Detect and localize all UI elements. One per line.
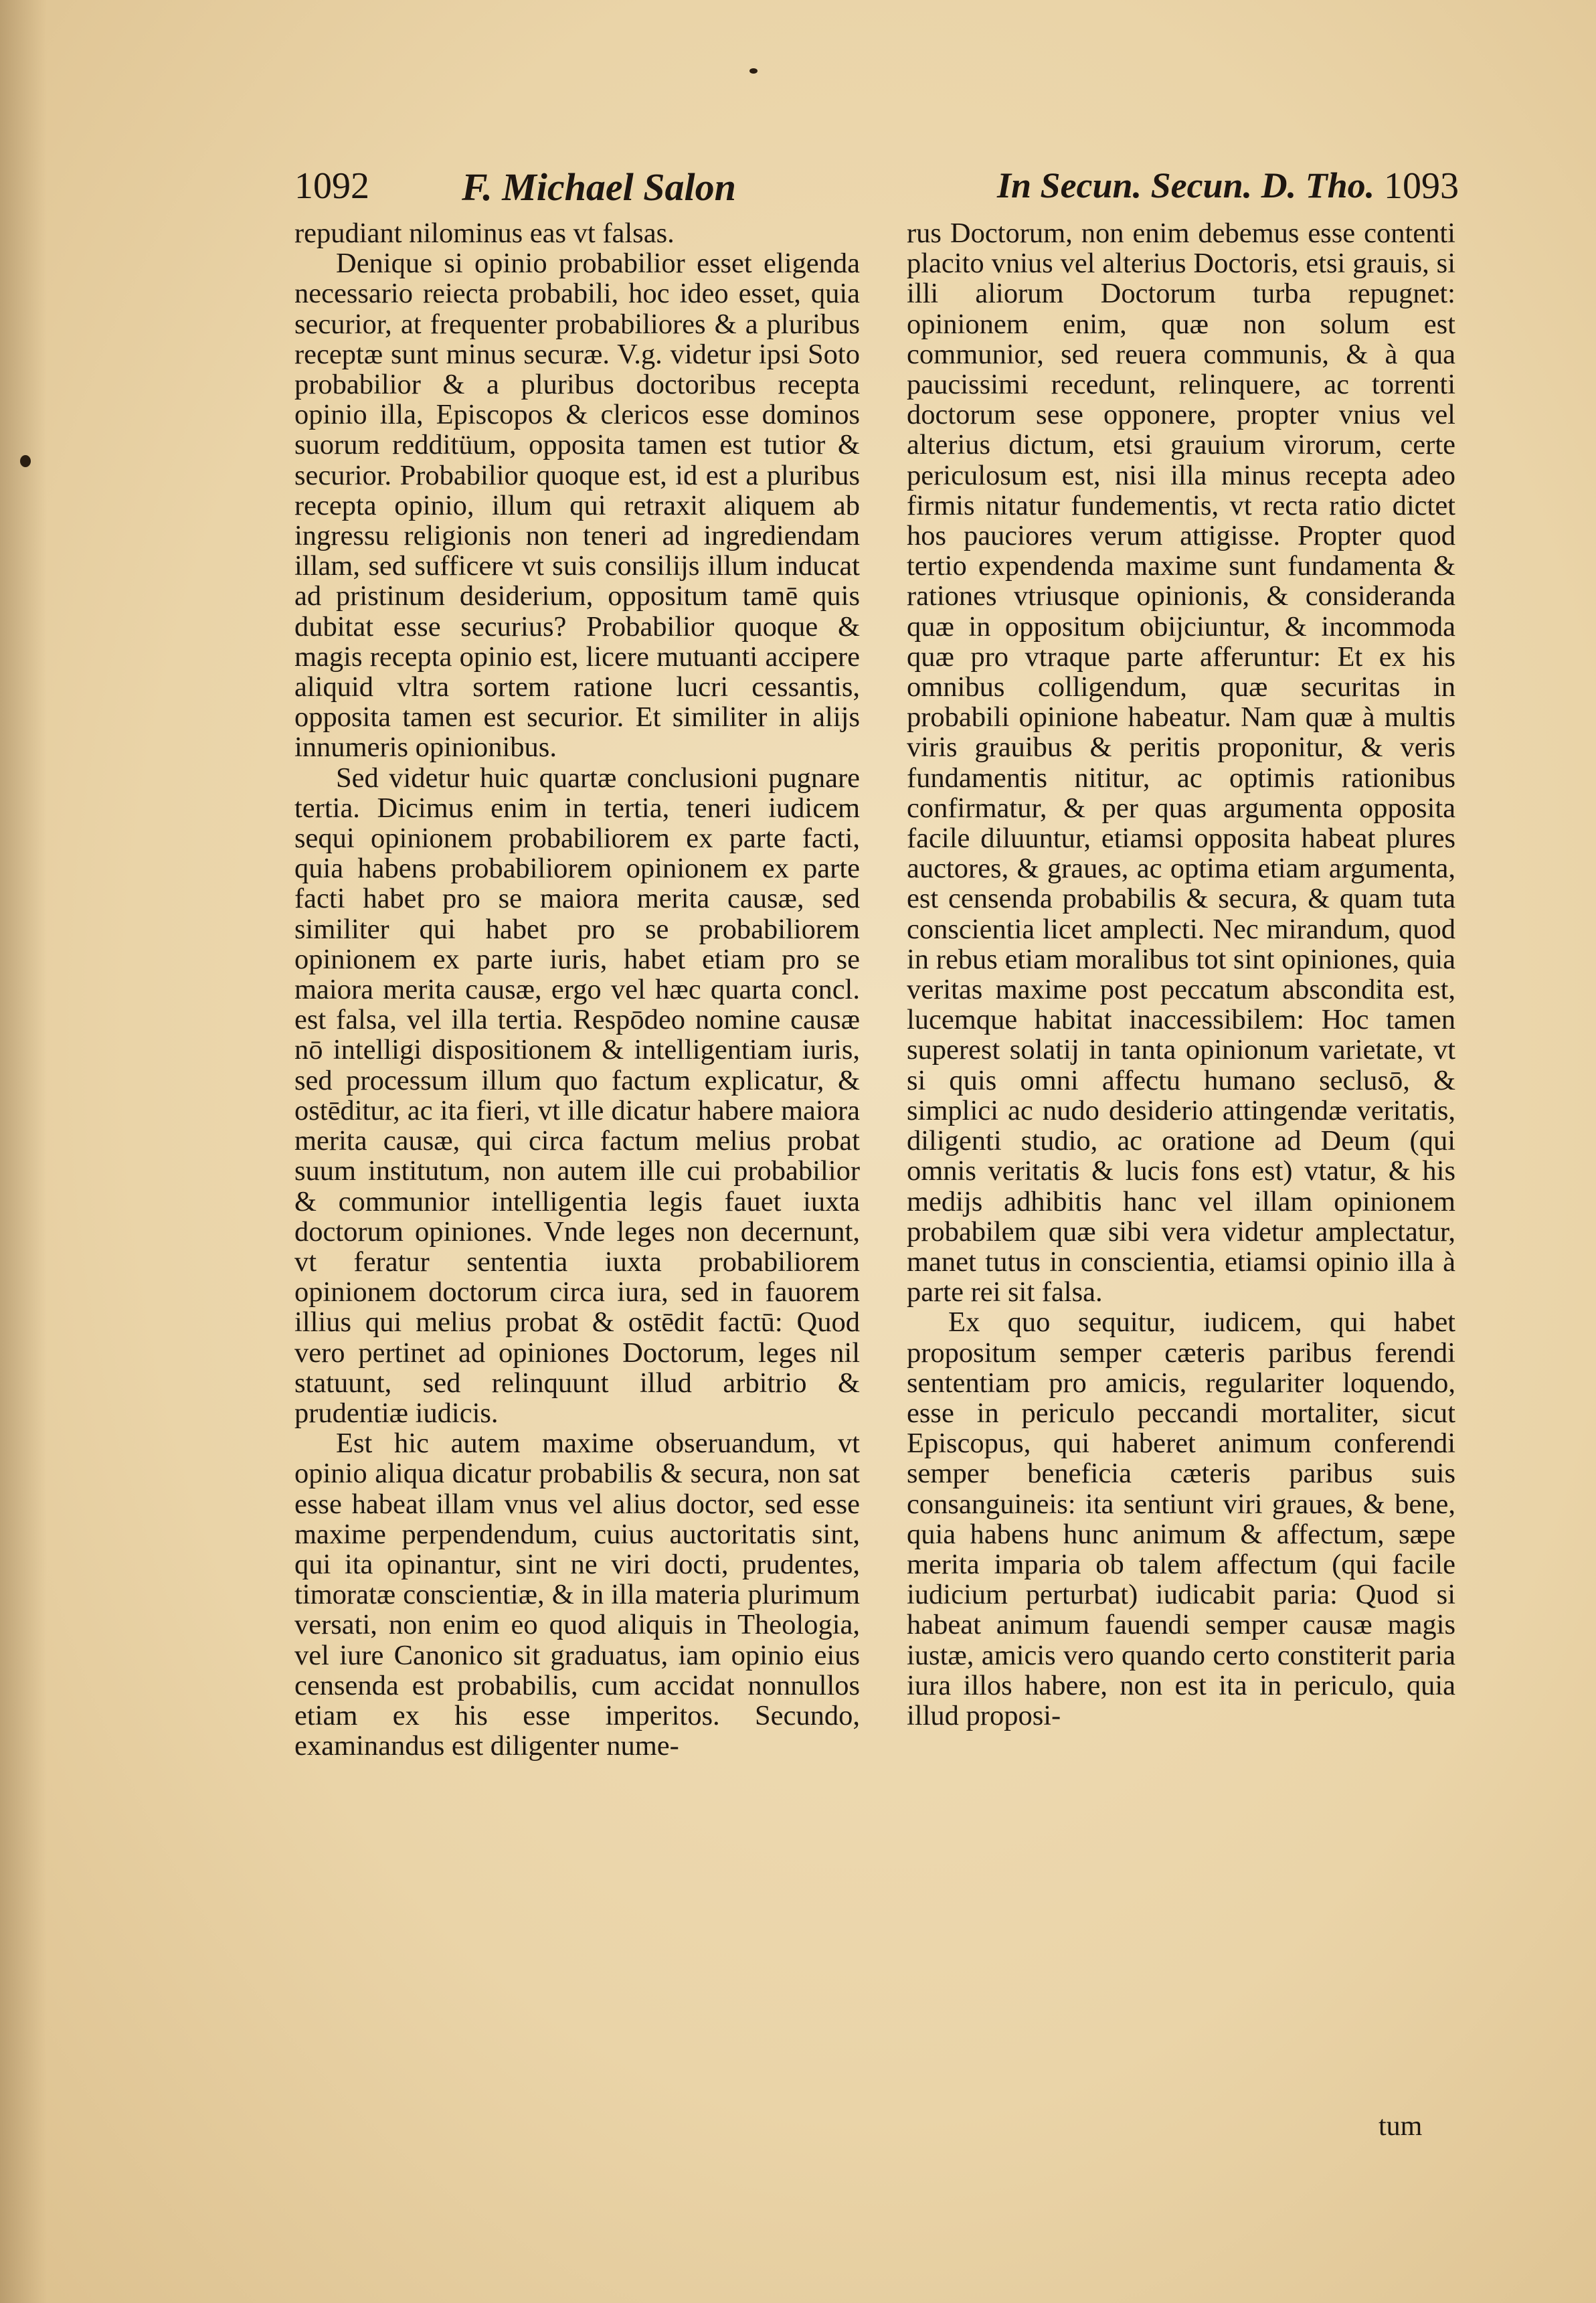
ink-speck [20,455,31,467]
left-running-title: F. Michael Salon [462,165,736,209]
right-running-title: In Secun. Secun. D. Tho. [997,165,1375,205]
binding-shadow [0,0,47,2303]
paragraph: rus Doctorum, non enim debemus esse contenti placito vnius vel alterius Doctoris, etsi grauis, si illi aliorum Doctorum turba repugnet: opinionem enim, quæ non solum est communior, sed reuera communis, & à qua paucissimi recedunt, relinquere, ac torrenti doctorum sese opponere, propter vnius vel alterius dictum, etsi grauium virorum, certe periculosum est, nisi illa minus recepta adeo firmis nitatur fundementis, vt recta ratio dictet hos pauciores verum attigisse. Propter quod tertio expendenda maxime sunt fundamenta & rationes vtriusque opinionis, & consideranda quæ in oppositum obijciuntur, & incommoda quæ pro vtraque parte afferuntur: Et ex his omnibus colligendum, quæ securitas in probabili opinione habeatur. Nam quæ à multis viris grauibus & peritis proponitur, & veris fundamentis nititur, ac optimis rationibus confirmatur, & per quas argumenta opposita facile diluuntur, etiamsi opposita habeat plures auctores, & graues, ac optima etiam argumenta, est censenda probabilis & secura, & quam tuta conscientia licet amplecti. Nec mirandum, quod in rebus etiam moralibus tot sint opiniones, quia veritas maxime post peccatum abscondita est, lucemque habitat inaccessibilem: Hoc tamen superest solatij in tanta opinionum varietate, vt si quis omni affectu humano seclusō, & simplici ac nudo desiderio attingendæ veritatis, diligenti studio, ac oratione ad Deum (qui omnis veritatis & lucis fons est) vtatur, & his medijs adhibitis hanc vel illam opinionem probabilem quæ sibi vera videtur amplectatur, manet tutus in conscientia, etiamsi opinio illa à parte rei sit falsa. [907,218,1455,1308]
right-page-number: 1093 [1384,165,1459,207]
paragraph: repudiant nilominus eas vt falsas. [294,218,675,249]
ink-speck [749,68,758,74]
paragraph: Denique si opinio probabilior esset eligenda necessario reiecta probabili, hoc ideo esset, quia securior, at frequenter probabiliores & a pluribus receptæ sunt minus securæ. V.g. videtur ipsi Soto probabilior & a pluribus doctoribus recepta opinio illa, Episcopos & clericos esse dominos suorum redditüum, opposita tamen est tutior & securior. Probabilior quoque est, id est a pluribus recepta opinio, illum qui retraxit aliquem ab ingressu religionis non teneri ad ingrediendam illam, sed sufficere vt suis consilijs illum inducat ad pristinum desiderium, oppositum tamē quis dubitat esse securius? Probabilior quoque & magis recepta opinio est, licere mutuanti accipere aliquid vltra sortem ratione lucri cessantis, opposita tamen est securior. Et similiter in alijs innumeris opinionibus. [294,248,860,764]
right-text-column [907,218,1455,1731]
running-header [294,165,1459,218]
paragraph: Ex quo sequitur, iudicem, qui habet propositum semper cæteris paribus ferendi sententiam pro amicis, regulariter loquendo, esse in periculo peccandi mortaliter, sicut Episcopus, qui haberet animum conferendi semper beneficia cæteris paribus suis consanguineis: ita sentiunt viri graues, & bene, quia habens hunc animum & affectum, sæpe merita imparia ob talem affectum (qui facile iudicium perturbat) iudicabit paria: Quod si habeat animum fauendi semper causæ magis iustæ, amicis vero quando certo constiterit paria iura illos habere, non est ita in periculo, quia illud proposi- [907,1306,1455,1731]
paragraph: Sed videtur huic quartæ conclusioni pugnare tertia. Dicimus enim in tertia, teneri iudicem sequi opinionem probabiliorem ex parte facti, quia habens probabiliorem opinionem ex parte facti habet pro se maiora merita causæ, sed similiter qui habet pro se probabiliorem opinionem ex parte iuris, habet etiam pro se maiora merita causæ, ergo vel hæc quarta concl. est falsa, vel illa tertia. Respōdeo nomine causæ nō intelligi dispositionem & intelligentiam iuris, sed processum illum quo factum explicatur, & ostēditur, ac ita fieri, vt ille dicatur habere maiora merita causæ, qui circa factum melius probat suum institutum, non autem ille cui probabilior & communior intelligentia legis fauet iuxta doctorum opiniones. Vnde leges non decernunt, vt feratur sententia iuxta probabiliorem opinionem doctorum circa iura, sed in fauorem illius qui melius probat & ostēdit factū: Quod vero pertinet ad opiniones Doctorum, leges nil statuunt, sed relinquunt illud arbitrio & prudentiæ iudicis. [294,762,860,1429]
left-page-number: 1092 [294,165,369,207]
left-text-column [294,218,860,1761]
paragraph: Est hic autem maxime obseruandum, vt opinio aliqua dicatur probabilis & secura, non sat esse habeat illam vnus vel alius doctor, sed esse maxime perpendendum, cuius auctoritatis sint, qui ita opinantur, sint ne viri docti, prudentes, timoratæ conscientiæ, & in illa materia plurimum versati, non enim eo quod aliquis in Theologia, vel iure Canonico sit graduatus, iam opinio eius censenda est probabilis, cum accidat nonnullos etiam ex his esse imperitos. Secundo, examinandus est diligenter nume- [294,1428,860,1762]
catchword: tum [1379,2111,1423,2142]
